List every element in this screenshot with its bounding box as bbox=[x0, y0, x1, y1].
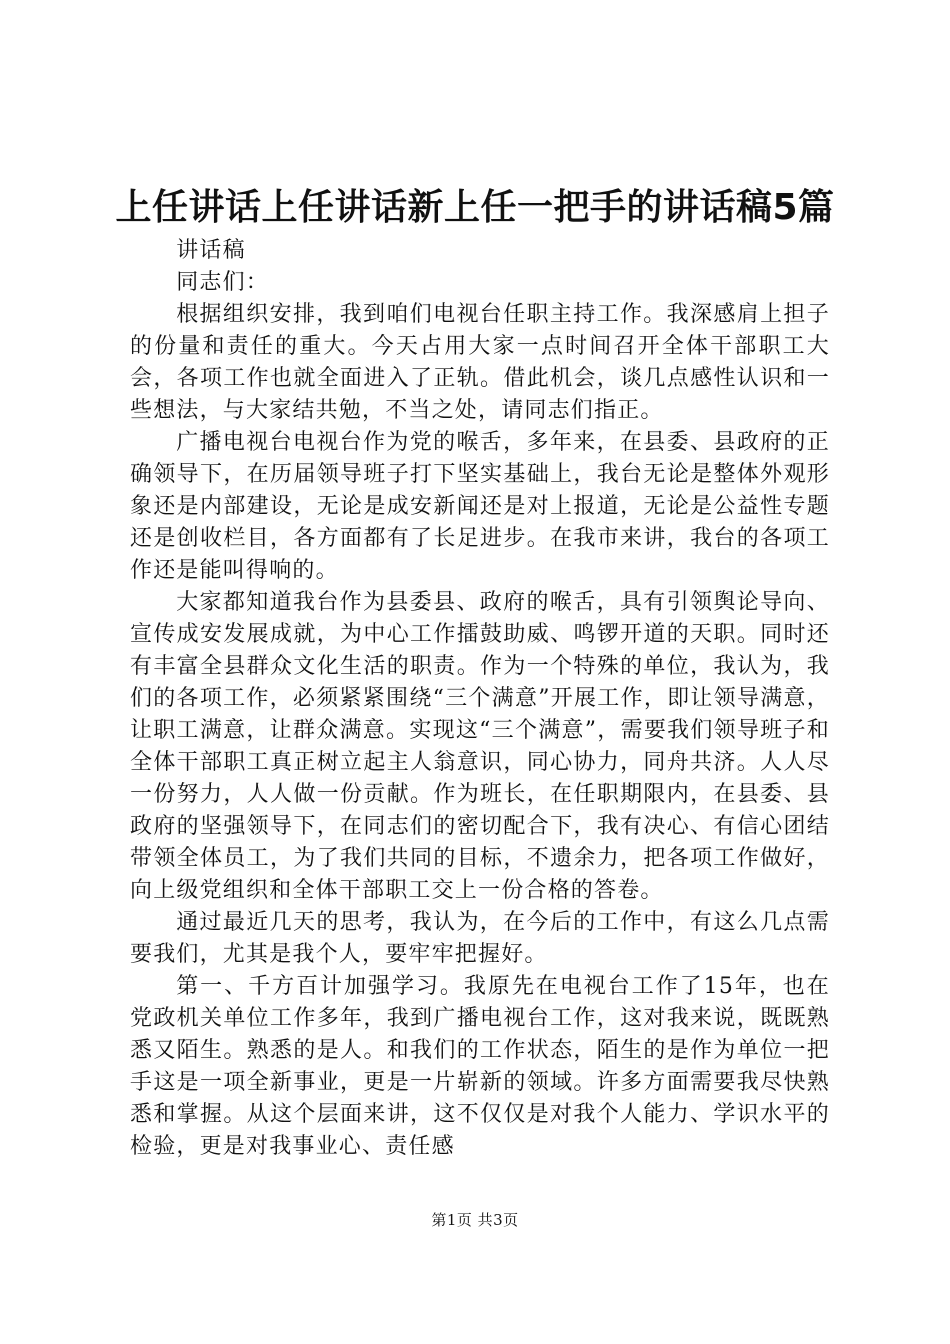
document-body bbox=[130, 235, 830, 1163]
paragraph: 第一、千方百计加强学习。我原先在电视台工作了15年，也在党政机关单位工作多年，我到广播电视台工作，这对我来说，既既熟悉又陌生。熟悉的是人。和我们的工作状态，陌生的是作为单位一把手这是一项全新事业，更是一片崭新的领域。许多方面需要我尽快熟悉和掌握。从这个层面来讲，这不仅仅是对我个人能力、学识水平的检验，更是对我事业心、责任感 bbox=[130, 974, 830, 1159]
paragraph: 广播电视台电视台作为党的喉舌，多年来，在县委、县政府的正确领导下，在历届领导班子打下坚实基础上，我台无论是整体外观形象还是内部建设，无论是成安新闻还是对上报道，无论是公益性专题还是创收栏目，各方面都有了长足进步。在我市来讲，我台的各项工作还是能叫得响的。 bbox=[130, 430, 830, 583]
paragraph-salutation: 同志们： bbox=[176, 270, 269, 295]
paragraph: 根据组织安排，我到咱们电视台任职主持工作。我深感肩上担子的份量和责任的重大。今天占用大家一点时间召开全体干部职工大会，各项工作也就全面进入了正轨。借此机会，谈几点感性认识和一些想法，与大家结共勉，不当之处，请同志们指正。 bbox=[130, 302, 830, 423]
paragraph-heading: 讲话稿 bbox=[176, 238, 246, 263]
document-title: 上任讲话上任讲话新上任一把手的讲话稿5篇 bbox=[115, 187, 835, 228]
paragraph: 大家都知道我台作为县委县、政府的喉舌，具有引领舆论导向、宣传成安发展成就，为中心工作擂鼓助威、鸣锣开道的天职。同时还有丰富全县群众文化生活的职责。作为一个特殊的单位，我认为，我们的各项工作，必须紧紧围绕“三个满意”开展工作，即让领导满意，让职工满意，让群众满意。实现这“三个满意”，需要我们领导班子和全体干部职工真正树立起主人翁意识，同心协力，同舟共济。人人尽一份努力，人人做一份贡献。作为班长，在任职期限内，在县委、县政府的坚强领导下，在同志们的密切配合下，我有决心、有信心团结带领全体员工，为了我们共同的目标，不遗余力，把各项工作做好，向上级党组织和全体干部职工交上一份合格的答卷。 bbox=[130, 590, 830, 903]
page-number-footer: 第1页 共3页 bbox=[431, 1211, 519, 1229]
paragraph: 通过最近几天的思考，我认为，在今后的工作中，有这么几点需要我们，尤其是我个人，要牢牢把握好。 bbox=[130, 910, 830, 967]
